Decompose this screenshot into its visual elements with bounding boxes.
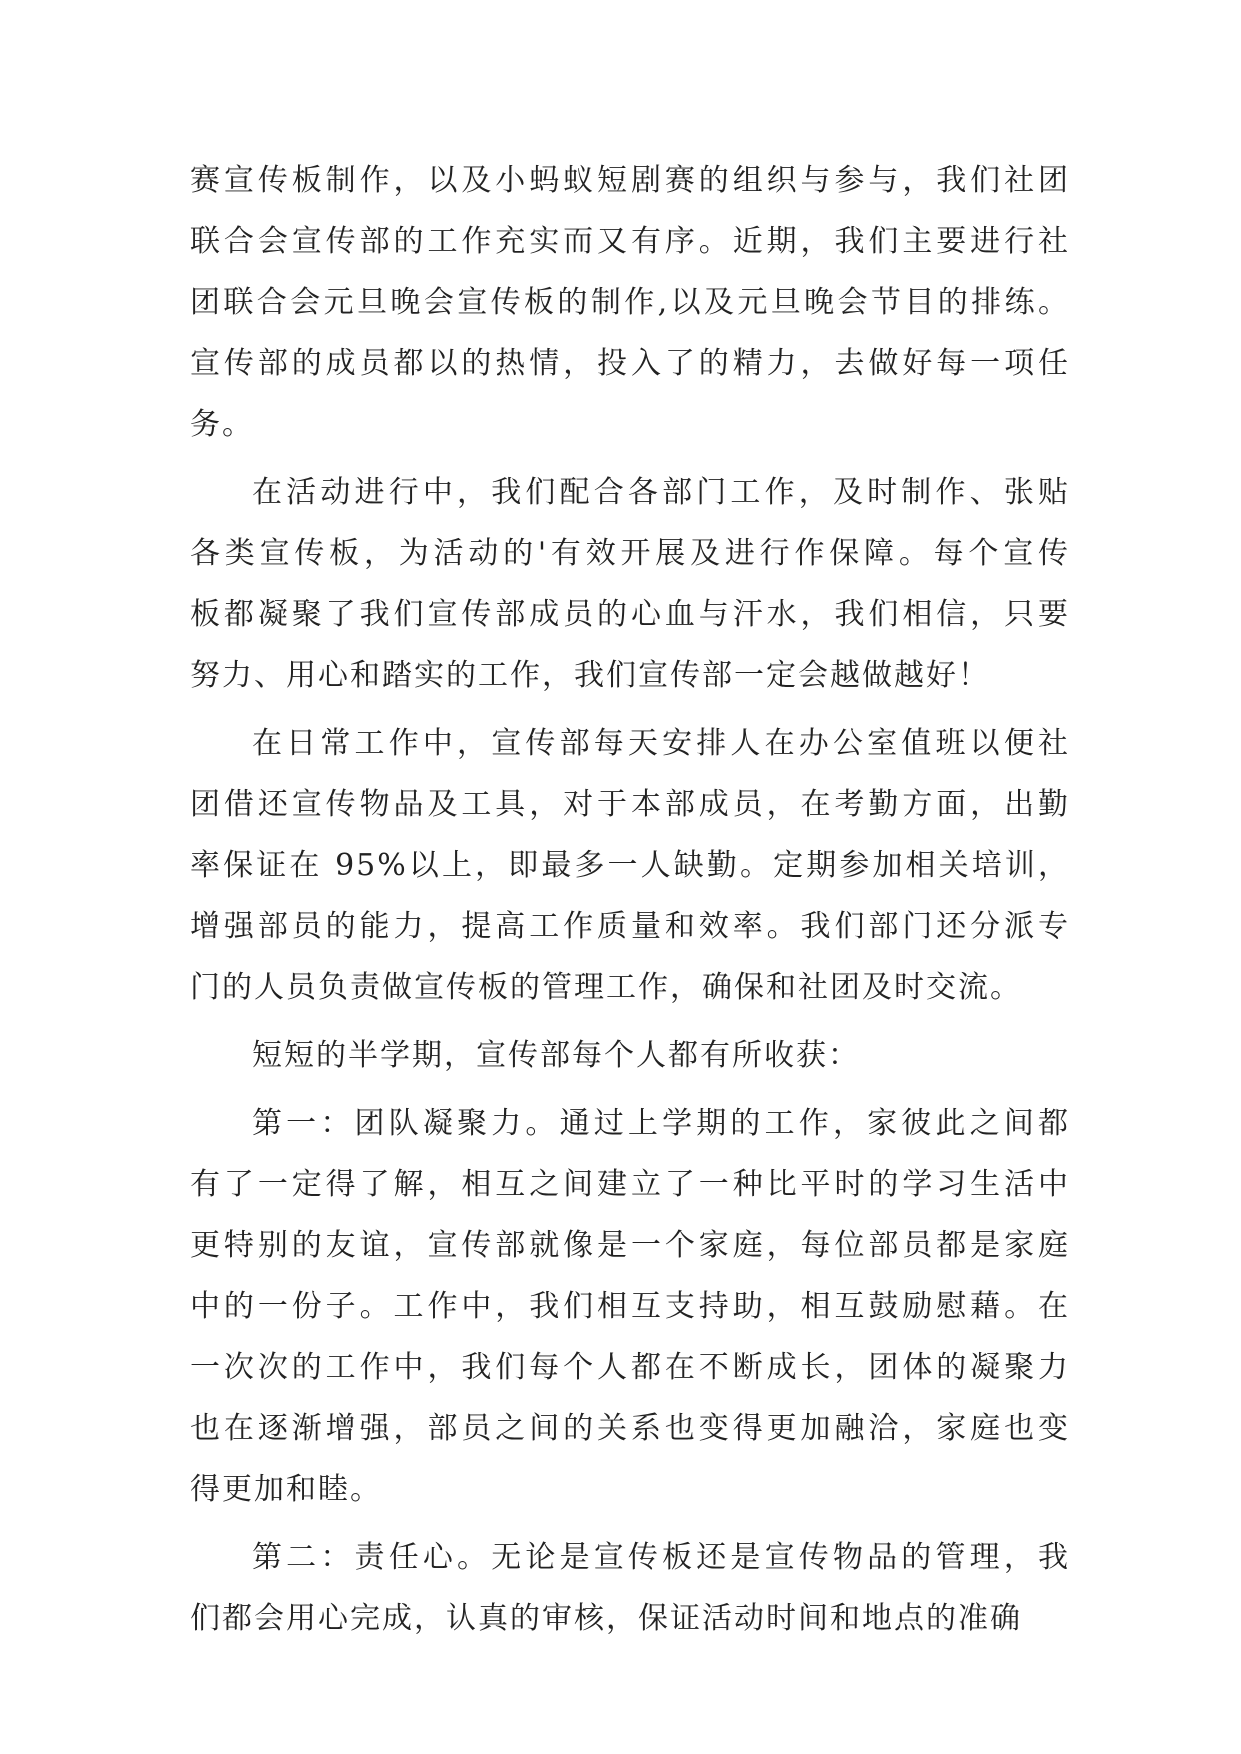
text-line: 门的人员负责做宣传板的管理工作，确保和社团及时交流。	[190, 970, 1022, 1005]
text-line: 赛宣传板制作，以及小蚂蚁短剧赛的组织与参与，我们社团	[190, 163, 1070, 198]
paragraph	[190, 1025, 1070, 1086]
text-line: 努力、用心和踏实的工作，我们宣传部一定会越做越好！	[190, 658, 990, 693]
text-line: 在活动进行中，我们配合各部门工作，及时制作、张贴	[252, 475, 1070, 510]
text-line: 得更加和睦。	[190, 1472, 382, 1507]
paragraph	[190, 1527, 1070, 1649]
text-line: 第一：团队凝聚力。通过上学期的工作，家彼此之间都	[252, 1106, 1070, 1141]
text-line: 务。	[190, 407, 254, 442]
text-line: 团联合会元旦晚会宣传板的制作,以及元旦晚会节目的排练。	[190, 285, 1070, 320]
text-line: 宣传部的成员都以的热情，投入了的精力，去做好每一项任	[190, 346, 1070, 381]
paragraph	[190, 713, 1070, 1018]
text-line: 第二：责任心。无论是宣传板还是宣传物品的管理，我	[252, 1540, 1070, 1575]
paragraph	[190, 1093, 1070, 1520]
text-line: 更特别的友谊，宣传部就像是一个家庭，每位部员都是家庭	[190, 1228, 1070, 1263]
text-line: 一次次的工作中，我们每个人都在不断成长，团体的凝聚力	[190, 1350, 1070, 1385]
document-body	[190, 150, 1070, 1656]
text-line: 在日常工作中，宣传部每天安排人在办公室值班以便社	[252, 726, 1070, 761]
text-line: 中的一份子。工作中，我们相互支持助，相互鼓励慰藉。在	[190, 1289, 1070, 1324]
text-line: 增强部员的能力，提高工作质量和效率。我们部门还分派专	[190, 909, 1070, 944]
paragraph	[190, 462, 1070, 706]
paragraph	[190, 150, 1070, 455]
text-line: 短短的半学期，宣传部每个人都有所收获：	[252, 1038, 860, 1073]
text-line: 各类宣传板，为活动的'有效开展及进行作保障。每个宣传	[190, 536, 1070, 571]
text-line: 率保证在 95%以上，即最多一人缺勤。定期参加相关培训，	[190, 848, 1070, 883]
text-line: 有了一定得了解，相互之间建立了一种比平时的学习生活中	[190, 1167, 1070, 1202]
text-line: 也在逐渐增强，部员之间的关系也变得更加融洽，家庭也变	[190, 1411, 1070, 1446]
text-line: 板都凝聚了我们宣传部成员的心血与汗水，我们相信，只要	[190, 597, 1070, 632]
text-line: 团借还宣传物品及工具，对于本部成员，在考勤方面，出勤	[190, 787, 1070, 822]
text-line: 联合会宣传部的工作充实而又有序。近期，我们主要进行社	[190, 224, 1070, 259]
text-line: 们都会用心完成，认真的审核，保证活动时间和地点的准确	[190, 1601, 1022, 1636]
